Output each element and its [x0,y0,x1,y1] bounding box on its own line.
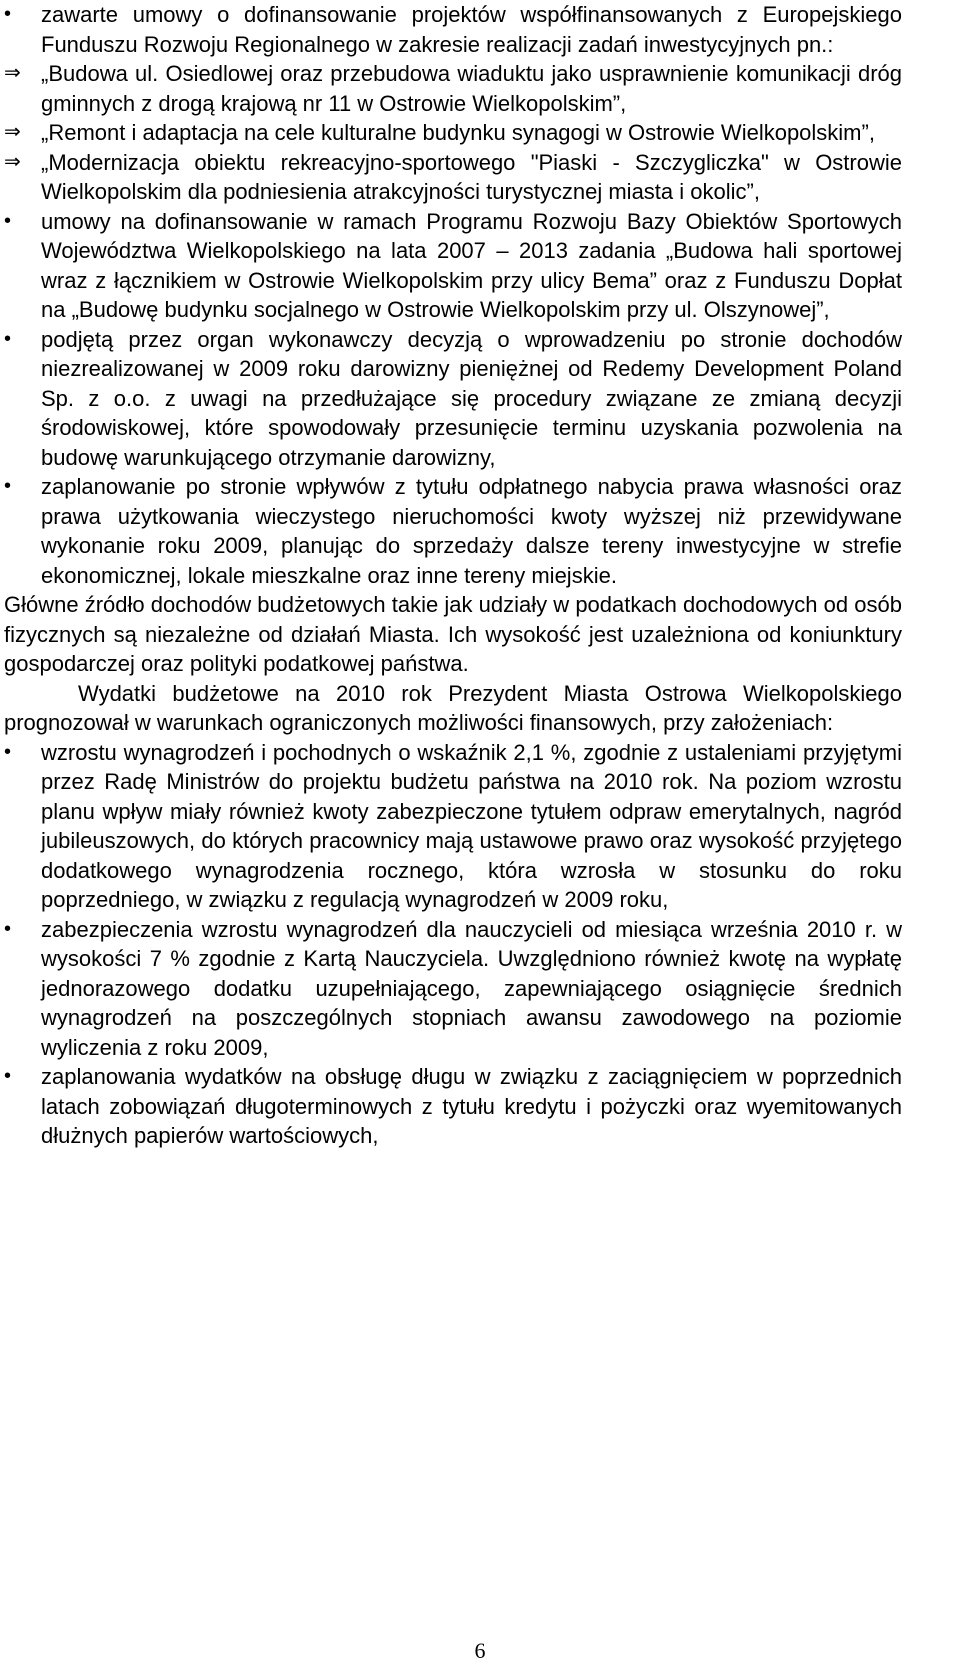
page-number: 6 [474,1638,486,1663]
list-item [4,0,902,59]
bullet-icon: • [4,3,12,25]
list-item-text: zaplanowanie po stronie wpływów z tytułu odpłatnego nabycia prawa własności oraz prawa użytkowania wieczystego nieruchomości kwoty wyższej niż przewidywane wykonanie roku 2009, planując do sprzedaży dalsze tereny inwestycyjne w strefie ekonomicznej, lokale mieszkalne oraz inne tereny miejskie. [41,474,902,588]
list-item [4,915,902,1063]
sublist-item [4,148,902,207]
bullet-icon: • [4,740,12,763]
list-item [4,472,902,590]
bullet-icon: • [4,475,12,497]
bullet-icon: • [4,917,12,940]
list-item-text: zaplanowania wydatków na obsługę długu w związku z zaciągnięciem w poprzednich latach zobowiązań długoterminowych z tytułu kredytu i pożyczki oraz wyemitowanych dłużnych papierów wartościowych, [41,1064,902,1148]
arrow-right-icon: ⇒ [4,62,21,84]
list-item-text: wzrostu wynagrodzeń i pochodnych o wskaźnik 2,1 %, zgodnie z ustaleniami przyjętymi przez Radę Ministrów do projektu budżetu państwa na 2010 rok. Na poziom wzrostu planu wpływ miały również kwoty zabezpieczone tytułem odpraw emerytalnych, nagród jubileuszowych, do których pracownicy mają ustawowe prawo oraz wysokość przyjętego dodatkowego wynagrodzenia rocznego, która wzrosła w stosunku do roku poprzedniego, w związku z regulacją wynagrodzeń w 2009 roku, [41,739,902,912]
sublist-item [4,118,902,148]
list-item [4,325,902,473]
list-item-text: podjętą przez organ wykonawczy decyzją o wprowadzeniu po stronie dochodów niezrealizowanej w 2009 roku darowizny pieniężnej od Redemy Development Poland Sp. z o.o. z uwagi na przedłużające się procedury związane ze zmianą decyzji środowiskowej, które spowodowały przesunięcie terminu uzyskania pozwolenia na budowę warunkującego otrzymanie darowizny, [41,326,902,470]
document-page [4,0,902,1151]
paragraph-expenditure-intro: Wydatki budżetowe na 2010 rok Prezydent Miasta Ostrowa Wielkopolskiego prognozował w warunkach ograniczonych możliwości finansowych, przy założeniach: [4,680,902,735]
list-item [4,1062,902,1151]
paragraph-revenue-source: Główne źródło dochodów budżetowych takie jak udziały w podatkach dochodowych od osób fizycznych są niezależne od działań Miasta. Ich wysokość jest uzależniona od koniunktury gospodarczej oraz polityki podatkowej państwa. [4,592,902,676]
sublist-item-text: „Budowa ul. Osiedlowej oraz przebudowa wiaduktu jako usprawnienie komunikacji dróg gminnych z drogą krajową nr 11 w Ostrowie Wielkopolskim”, [41,61,902,116]
list-item [4,207,902,325]
sublist-item [4,59,902,118]
sublist-item-text: „Remont i adaptacja na cele kulturalne budynku synagogi w Ostrowie Wielkopolskim”, [41,120,875,145]
arrow-right-icon: ⇒ [4,121,21,143]
list-item-text: umowy na dofinansowanie w ramach Programu Rozwoju Bazy Obiektów Sportowych Województwa Wielkopolskiego na lata 2007 – 2013 zadania „Budowa hali sportowej wraz z łącznikiem w Ostrowie Wielkopolskim przy ulicy Bema” oraz z Funduszu Dopłat na „Budowę budynku socjalnego w Ostrowie Wielkopolskim przy ul. Olszynowej”, [41,208,902,322]
bullet-icon: • [4,209,12,232]
bullet-icon: • [4,327,12,350]
list-item-text: zabezpieczenia wzrostu wynagrodzeń dla nauczycieli od miesiąca września 2010 r. w wysokości 7 % zgodnie z Kartą Nauczyciela. Uwzględniono również kwotę na wypłatę jednorazowego dodatku uzupełniającego, zapewniającego osiągnięcie średnich wynagrodzeń na poszczególnych stopniach awansu zawodowego na poziomie wyliczenia z roku 2009, [41,916,902,1060]
sublist-item-text: „Modernizacja obiektu rekreacyjno-sportowego "Piaski - Szczygliczka" w Ostrowie Wielkopolskim dla podniesienia atrakcyjności turystycznej miasta i okolic”, [41,149,902,204]
bullet-icon: • [4,1065,12,1087]
arrow-right-icon: ⇒ [4,150,21,173]
list-item [4,738,902,915]
list-item-text: zawarte umowy o dofinansowanie projektów współfinansowanych z Europejskiego Funduszu Rozwoju Regionalnego w zakresie realizacji zadań inwestycyjnych pn.: [41,2,902,57]
